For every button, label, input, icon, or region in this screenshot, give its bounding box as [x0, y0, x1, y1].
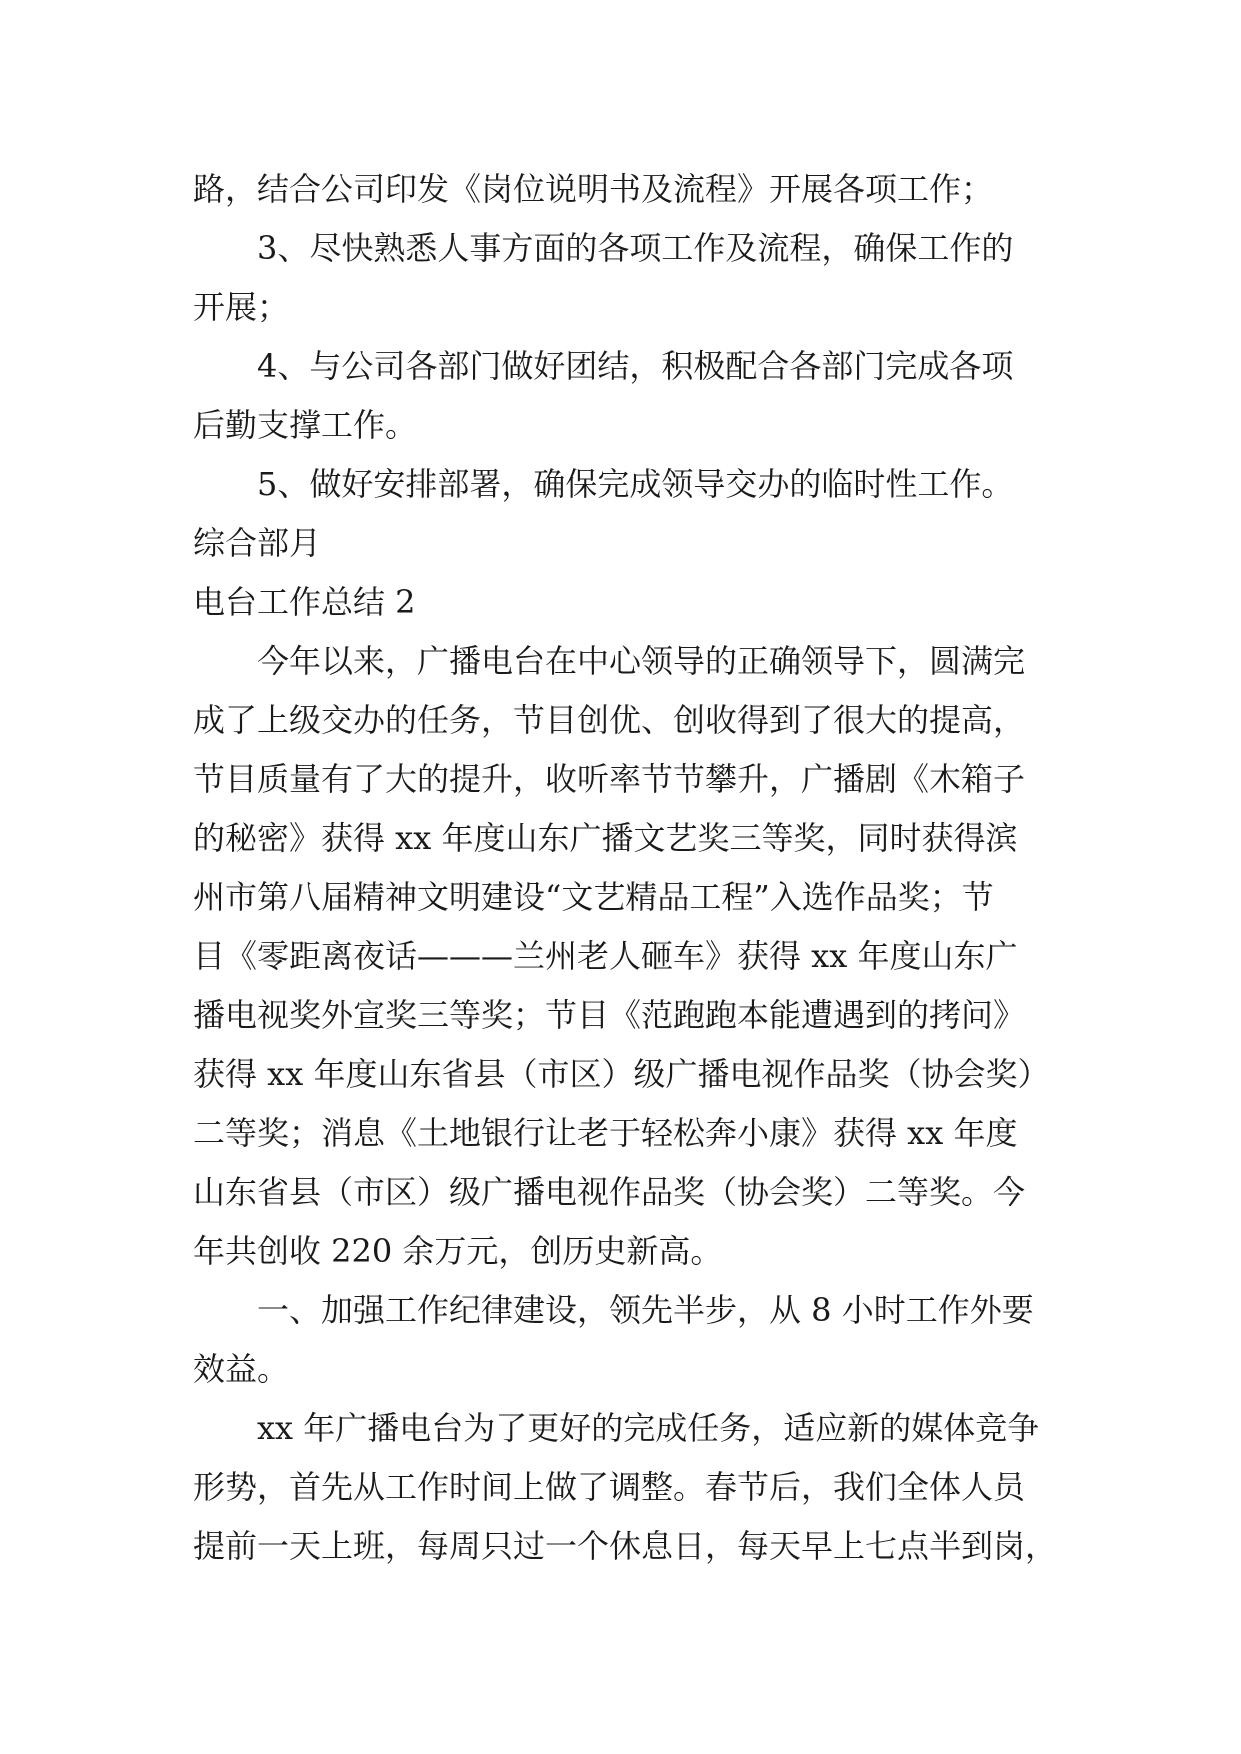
text-line: 节目质量有了大的提升，收听率节节攀升，广播剧《木箱子	[193, 760, 1026, 798]
text-line: 播电视奖外宣奖三等奖；节目《范跑跑本能遭遇到的拷问》	[193, 996, 1026, 1034]
text-line: 综合部月	[193, 524, 322, 562]
text-line: 电台工作总结 2	[193, 583, 416, 621]
text-line: 开展；	[193, 288, 290, 326]
text-line: 成了上级交办的任务，节目创优、创收得到了很大的提高，	[193, 701, 1026, 739]
text-line: xx 年广播电台为了更好的完成任务，适应新的媒体竞争	[257, 1409, 1040, 1447]
text-line: 一、加强工作纪律建设，领先半步，从 8 小时工作外要	[257, 1291, 1034, 1329]
text-line: 3、尽快熟悉人事方面的各项工作及流程，确保工作的	[257, 229, 1014, 267]
text-line: 今年以来，广播电台在中心领导的正确领导下，圆满完	[257, 642, 1026, 680]
text-line: 效益。	[193, 1350, 290, 1388]
text-line: 后勤支撑工作。	[193, 406, 418, 444]
text-line: 山东省县（市区）级广播电视作品奖（协会奖）二等奖。今	[193, 1173, 1026, 1211]
text-line: 年共创收 220 余万元，创历史新高。	[193, 1232, 723, 1270]
text-line: 4、与公司各部门做好团结，积极配合各部门完成各项	[257, 347, 1014, 385]
text-line: 路，结合公司印发《岗位说明书及流程》开展各项工作；	[193, 170, 994, 208]
text-line: 5、做好安排部署，确保完成领导交办的临时性工作。	[257, 465, 1014, 503]
text-line: 提前一天上班，每周只过一个休息日，每天早上七点半到岗，	[193, 1527, 1058, 1565]
text-line: 的秘密》获得 xx 年度山东广播文艺奖三等奖，同时获得滨	[193, 819, 1018, 857]
text-line: 目《零距离夜话———兰州老人砸车》获得 xx 年度山东广	[193, 937, 1018, 975]
text-line: 形势，首先从工作时间上做了调整。春节后，我们全体人员	[193, 1468, 1026, 1506]
text-line: 州市第八届精神文明建设“文艺精品工程”入选作品奖；节	[193, 878, 994, 916]
text-line: 获得 xx 年度山东省县（市区）级广播电视作品奖（协会奖）	[193, 1055, 1050, 1093]
text-line: 二等奖；消息《土地银行让老于轻松奔小康》获得 xx 年度	[193, 1114, 1018, 1152]
document-body	[193, 160, 1061, 1576]
